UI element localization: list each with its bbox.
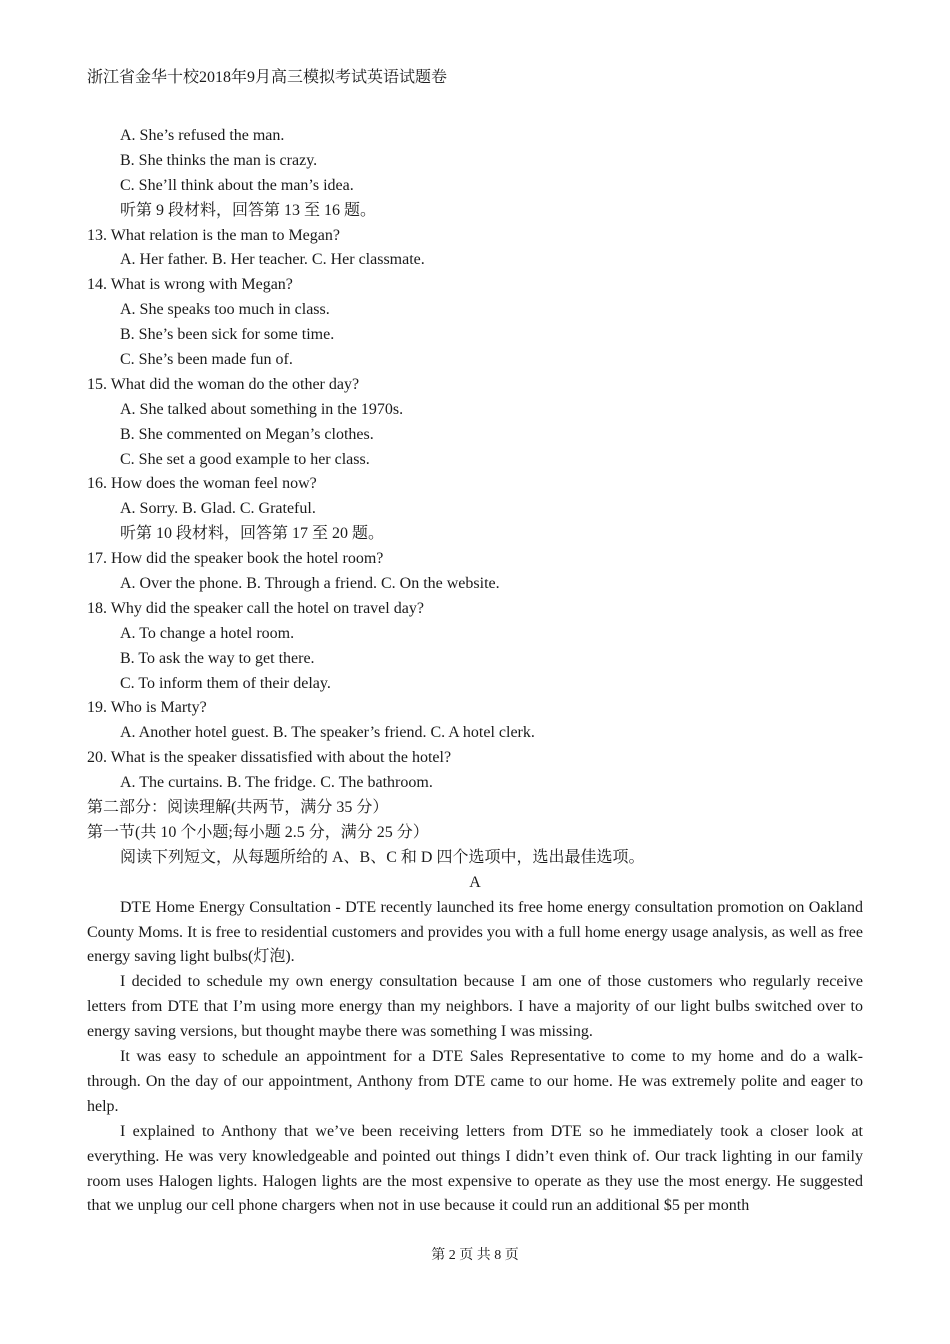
section-heading: 第一节(共 10 个小题;每小题 2.5 分，满分 25 分） [87, 823, 429, 841]
question-19: 19. Who is Marty? [87, 699, 207, 717]
option-line: A. She’s refused the man. [120, 127, 285, 144]
part-heading: 第二部分：阅读理解(共两节，满分 35 分） [87, 799, 389, 817]
option-line: C. To inform them of their delay. [120, 674, 331, 692]
question-15: 15. What did the woman do the other day? [87, 375, 360, 393]
option-line: A. Her father. B. Her teacher. C. Her classmate. [120, 251, 425, 269]
page-footer: 第 2 页 共 8 页 [431, 1248, 519, 1263]
question-14: 14. What is wrong with Megan? [87, 276, 293, 294]
option-line: C. She’ll think about the man’s idea. [120, 176, 354, 194]
question-17: 17. How did the speaker book the hotel room? [87, 550, 384, 568]
option-line: A. Another hotel guest. B. The speaker’s friend. C. A hotel clerk. [120, 724, 535, 742]
question-16: 16. How does the woman feel now? [87, 475, 317, 493]
option-line: B. She thinks the man is crazy. [120, 151, 318, 169]
option-line: C. She set a good example to her class. [120, 450, 370, 468]
section-instruction: 听第 10 段材料，回答第 17 至 20 题。 [120, 525, 385, 543]
option-line: B. She commented on Megan’s clothes. [120, 425, 374, 443]
option-line: A. She talked about something in the 1970s. [120, 400, 404, 418]
passage-paragraph: I decided to schedule my own energy consultation because I am one of those customers who regularly receive letters from DTE that I’m using more energy than my neighbors. I have a majority of our light bulbs switched over to energy saving versions, but thought maybe there was something I was missing. [87, 973, 863, 1041]
option-line: A. Sorry. B. Glad. C. Grateful. [120, 500, 316, 518]
option-line: A. The curtains. B. The fridge. C. The bathroom. [120, 774, 433, 792]
option-line: A. Over the phone. B. Through a friend. C. On the website. [120, 575, 500, 593]
passage-paragraph: It was easy to schedule an appointment for a DTE Sales Representative to come to my home and do a walk-through. On the day of our appointment, Anthony from DTE came to our home. He was extremely polite and eager to help. [87, 1048, 863, 1115]
passage-paragraph: DTE Home Energy Consultation - DTE recently launched its free home energy consultation promotion on Oakland County Moms. It is free to residential customers and provides you with a full home energy usage analysis, as well as free energy saving light bulbs(灯泡). [87, 898, 863, 966]
page-header: 浙江省金华十校2018年9月高三模拟考试英语试题卷 [87, 69, 448, 86]
reading-instruction: 阅读下列短文，从每题所给的 A、B、C 和 D 四个选项中，选出最佳选项。 [120, 848, 645, 866]
passage-label: A [469, 873, 481, 891]
option-line: B. To ask the way to get there. [120, 649, 315, 667]
page-content [87, 124, 863, 1219]
option-line: A. She speaks too much in class. [120, 301, 330, 319]
option-line: A. To change a hotel room. [120, 624, 295, 642]
option-line: B. She’s been sick for some time. [120, 326, 335, 344]
question-18: 18. Why did the speaker call the hotel on travel day? [87, 599, 424, 617]
option-line: C. She’s been made fun of. [120, 351, 293, 369]
question-13: 13. What relation is the man to Megan? [87, 226, 340, 244]
question-20: 20. What is the speaker dissatisfied with about the hotel? [87, 749, 452, 767]
passage-paragraph: I explained to Anthony that we’ve been receiving letters from DTE so he immediately took a closer look at everything. He was very knowledgeable and pointed out things I didn’t even think of. Our track lighting in our family room uses Halogen lights. Halogen lights are the most expensive to operate as they use the most energy. He suggested that we unplug our cell phone chargers when not in use because it could run an additional $5 per month [87, 1122, 863, 1215]
section-instruction: 听第 9 段材料，回答第 13 至 16 题。 [120, 201, 377, 219]
